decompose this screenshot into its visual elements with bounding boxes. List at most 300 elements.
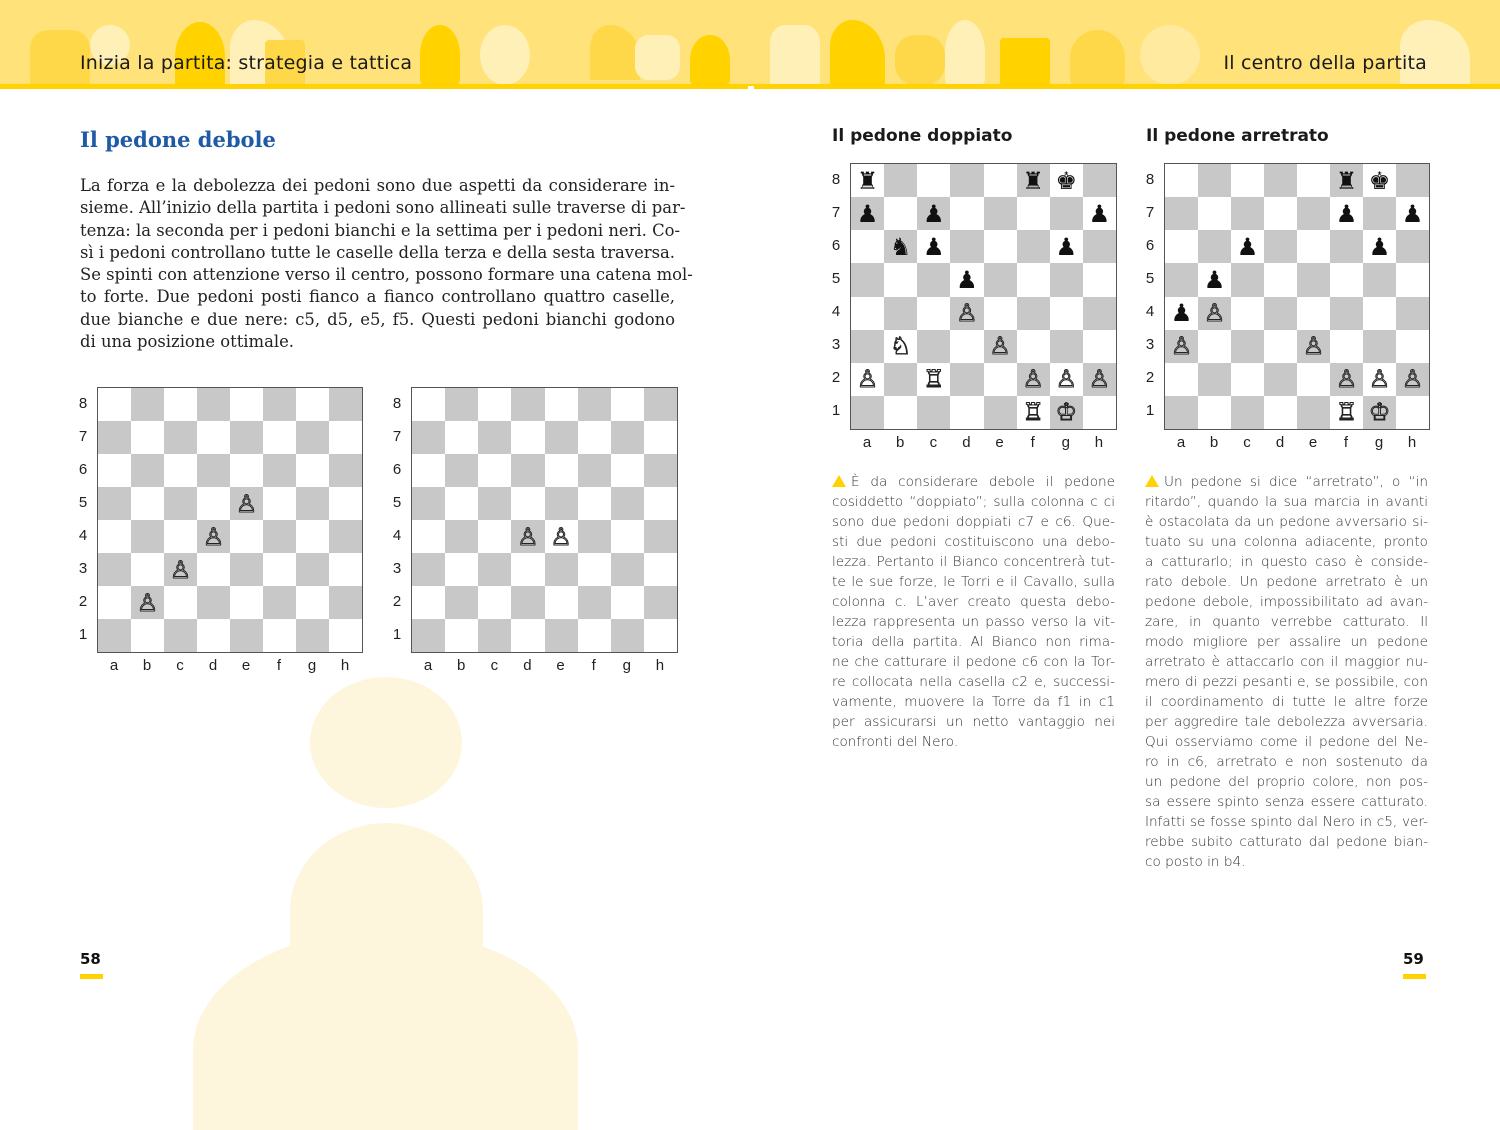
square-e8[interactable] [984,164,1017,197]
white-pawn-icon[interactable]: ♙ [1302,332,1325,361]
white-pawn-icon[interactable]: ♙ [202,522,225,551]
square-g8[interactable] [1363,164,1396,197]
square-g6[interactable] [1050,230,1083,263]
square-f6[interactable] [1330,230,1363,263]
white-pawn-icon[interactable]: ♙ [856,365,879,394]
square-g1[interactable] [1050,396,1083,429]
square-d3[interactable] [197,553,230,586]
square-f3[interactable] [1017,330,1050,363]
square-f8[interactable] [263,388,296,421]
square-f4[interactable] [1330,297,1363,330]
square-b3[interactable] [1198,330,1231,363]
square-f5[interactable] [1330,263,1363,296]
white-rook-icon[interactable]: ♖ [1022,398,1044,427]
square-e5[interactable] [984,263,1017,296]
white-rook-icon[interactable]: ♖ [1335,398,1358,427]
square-d6[interactable] [950,230,983,263]
square-f5[interactable] [578,487,611,520]
square-a4[interactable] [98,520,131,553]
square-g2[interactable] [296,586,329,619]
square-e3[interactable] [230,553,263,586]
square-a1[interactable] [412,619,445,652]
square-c2[interactable] [917,363,950,396]
square-a1[interactable] [1165,396,1198,429]
square-b5[interactable] [445,487,478,520]
square-a6[interactable] [1165,230,1198,263]
square-f5[interactable] [1017,263,1050,296]
black-pawn-icon[interactable]: ♟ [1335,199,1358,228]
square-a8[interactable] [1165,164,1198,197]
square-c3[interactable] [164,553,197,586]
square-c4[interactable] [478,520,511,553]
square-d2[interactable] [950,363,983,396]
square-c7[interactable] [164,421,197,454]
square-c4[interactable] [1231,297,1264,330]
white-pawn-icon[interactable]: ♙ [169,555,192,584]
square-b8[interactable] [1198,164,1231,197]
doubled-pawn-description [832,472,1115,752]
square-e7[interactable] [984,197,1017,230]
square-b4[interactable] [445,520,478,553]
square-d1[interactable] [950,396,983,429]
square-c1[interactable] [164,619,197,652]
square-g7[interactable] [1363,197,1396,230]
square-e2[interactable] [545,586,578,619]
square-e3[interactable] [984,330,1017,363]
square-d8[interactable] [511,388,544,421]
square-h8[interactable] [329,388,362,421]
square-c5[interactable] [1231,263,1264,296]
black-king-icon[interactable]: ♚ [1055,166,1078,195]
square-b5[interactable] [884,263,917,296]
square-c1[interactable] [1231,396,1264,429]
square-f1[interactable] [1017,396,1050,429]
square-b3[interactable] [131,553,164,586]
white-pawn-icon[interactable]: ♙ [235,489,258,518]
square-f7[interactable] [263,421,296,454]
square-d4[interactable] [511,520,544,553]
square-c6[interactable] [1231,230,1264,263]
square-h3[interactable] [1083,330,1116,363]
square-c6[interactable] [478,454,511,487]
square-h5[interactable] [1083,263,1116,296]
square-h6[interactable] [644,454,677,487]
square-d6[interactable] [1264,230,1297,263]
square-e2[interactable] [1297,363,1330,396]
square-d4[interactable] [197,520,230,553]
square-h2[interactable] [1396,363,1429,396]
square-f3[interactable] [578,553,611,586]
white-pawn-icon[interactable]: ♙ [956,299,978,328]
white-king-icon[interactable]: ♔ [1055,398,1078,427]
square-e1[interactable] [984,396,1017,429]
square-b7[interactable] [884,197,917,230]
square-g3[interactable] [1363,330,1396,363]
square-d5[interactable] [197,487,230,520]
square-h6[interactable] [329,454,362,487]
square-g5[interactable] [296,487,329,520]
black-pawn-icon[interactable]: ♟ [1203,265,1226,294]
square-d7[interactable] [197,421,230,454]
square-b2[interactable] [1198,363,1231,396]
square-b6[interactable] [884,230,917,263]
square-b2[interactable] [884,363,917,396]
white-pawn-icon[interactable]: ♙ [1368,365,1391,394]
black-pawn-icon[interactable]: ♟ [1236,232,1259,261]
square-e8[interactable] [545,388,578,421]
white-knight-icon[interactable]: ♘ [889,332,912,361]
square-e5[interactable] [545,487,578,520]
square-a3[interactable] [98,553,131,586]
square-a1[interactable] [98,619,131,652]
square-f3[interactable] [263,553,296,586]
square-d5[interactable] [950,263,983,296]
square-e4[interactable] [1297,297,1330,330]
square-b1[interactable] [131,619,164,652]
square-g1[interactable] [611,619,644,652]
square-h7[interactable] [329,421,362,454]
square-c3[interactable] [917,330,950,363]
square-d4[interactable] [1264,297,1297,330]
black-king-icon[interactable]: ♚ [1368,166,1391,195]
square-d3[interactable] [950,330,983,363]
square-e3[interactable] [545,553,578,586]
square-h3[interactable] [1396,330,1429,363]
black-pawn-icon[interactable]: ♟ [856,199,879,228]
square-h1[interactable] [644,619,677,652]
square-g4[interactable] [1050,297,1083,330]
square-d1[interactable] [197,619,230,652]
square-b6[interactable] [445,454,478,487]
square-g5[interactable] [1363,263,1396,296]
square-e5[interactable] [230,487,263,520]
square-e1[interactable] [545,619,578,652]
square-b4[interactable] [1198,297,1231,330]
square-h2[interactable] [329,586,362,619]
square-h8[interactable] [1396,164,1429,197]
square-b6[interactable] [131,454,164,487]
square-b2[interactable] [445,586,478,619]
square-g3[interactable] [1050,330,1083,363]
square-b3[interactable] [445,553,478,586]
white-pawn-icon[interactable]: ♙ [1055,365,1078,394]
square-f8[interactable] [578,388,611,421]
square-a4[interactable] [1165,297,1198,330]
square-f2[interactable] [263,586,296,619]
square-h3[interactable] [644,553,677,586]
square-c2[interactable] [1231,363,1264,396]
square-g1[interactable] [296,619,329,652]
square-g2[interactable] [1050,363,1083,396]
black-pawn-icon[interactable]: ♟ [1170,299,1193,328]
square-h2[interactable] [1083,363,1116,396]
square-g6[interactable] [611,454,644,487]
square-b1[interactable] [1198,396,1231,429]
white-pawn-icon[interactable]: ♙ [1088,365,1111,394]
square-b8[interactable] [445,388,478,421]
square-d1[interactable] [1264,396,1297,429]
square-g8[interactable] [611,388,644,421]
square-g3[interactable] [611,553,644,586]
square-g7[interactable] [296,421,329,454]
square-f1[interactable] [1330,396,1363,429]
square-a4[interactable] [851,297,884,330]
square-a5[interactable] [851,263,884,296]
square-d3[interactable] [1264,330,1297,363]
square-g6[interactable] [296,454,329,487]
square-d7[interactable] [1264,197,1297,230]
square-f6[interactable] [578,454,611,487]
black-rook-icon[interactable]: ♜ [1022,166,1044,195]
square-f7[interactable] [1330,197,1363,230]
square-b8[interactable] [131,388,164,421]
square-f4[interactable] [1017,297,1050,330]
black-rook-icon[interactable]: ♜ [1335,166,1358,195]
square-g7[interactable] [611,421,644,454]
square-g1[interactable] [1363,396,1396,429]
square-a3[interactable] [412,553,445,586]
square-b5[interactable] [131,487,164,520]
square-g5[interactable] [1050,263,1083,296]
square-c5[interactable] [917,263,950,296]
square-d3[interactable] [511,553,544,586]
square-d1[interactable] [511,619,544,652]
square-e7[interactable] [230,421,263,454]
square-e5[interactable] [1297,263,1330,296]
black-rook-icon[interactable]: ♜ [856,166,879,195]
square-e6[interactable] [545,454,578,487]
square-a6[interactable] [851,230,884,263]
white-pawn-icon[interactable]: ♙ [517,522,539,551]
square-b1[interactable] [445,619,478,652]
square-h3[interactable] [329,553,362,586]
white-pawn-icon[interactable]: ♙ [1170,332,1193,361]
square-h4[interactable] [644,520,677,553]
square-d5[interactable] [511,487,544,520]
square-a8[interactable] [98,388,131,421]
square-a4[interactable] [412,520,445,553]
square-e4[interactable] [545,520,578,553]
square-d8[interactable] [950,164,983,197]
square-g4[interactable] [1363,297,1396,330]
square-e4[interactable] [984,297,1017,330]
white-king-icon[interactable]: ♔ [1368,398,1391,427]
square-h5[interactable] [329,487,362,520]
square-g3[interactable] [296,553,329,586]
square-h6[interactable] [1083,230,1116,263]
square-g4[interactable] [611,520,644,553]
white-pawn-icon[interactable]: ♙ [136,588,159,617]
white-pawn-icon[interactable]: ♙ [989,332,1011,361]
square-f1[interactable] [263,619,296,652]
square-h5[interactable] [644,487,677,520]
black-pawn-icon[interactable]: ♟ [1401,199,1424,228]
square-c3[interactable] [1231,330,1264,363]
square-c1[interactable] [478,619,511,652]
square-d8[interactable] [1264,164,1297,197]
square-f4[interactable] [263,520,296,553]
white-pawn-icon[interactable]: ♙ [1335,365,1358,394]
square-h7[interactable] [644,421,677,454]
square-c4[interactable] [164,520,197,553]
square-h8[interactable] [1083,164,1116,197]
black-pawn-icon[interactable]: ♟ [1088,199,1111,228]
square-g5[interactable] [611,487,644,520]
black-pawn-icon[interactable]: ♟ [923,232,945,261]
square-c8[interactable] [478,388,511,421]
square-e2[interactable] [984,363,1017,396]
square-b2[interactable] [131,586,164,619]
square-d7[interactable] [511,421,544,454]
square-b3[interactable] [884,330,917,363]
square-e1[interactable] [1297,396,1330,429]
square-a1[interactable] [851,396,884,429]
square-a5[interactable] [1165,263,1198,296]
square-a7[interactable] [1165,197,1198,230]
square-a8[interactable] [412,388,445,421]
square-e8[interactable] [1297,164,1330,197]
square-f2[interactable] [578,586,611,619]
square-b8[interactable] [884,164,917,197]
square-h6[interactable] [1396,230,1429,263]
square-a6[interactable] [98,454,131,487]
square-g4[interactable] [296,520,329,553]
square-d4[interactable] [950,297,983,330]
square-e6[interactable] [984,230,1017,263]
square-e7[interactable] [545,421,578,454]
square-c1[interactable] [917,396,950,429]
square-f2[interactable] [1330,363,1363,396]
square-f1[interactable] [578,619,611,652]
square-g8[interactable] [296,388,329,421]
square-f3[interactable] [1330,330,1363,363]
square-a2[interactable] [1165,363,1198,396]
square-f8[interactable] [1330,164,1363,197]
square-b4[interactable] [131,520,164,553]
square-c7[interactable] [1231,197,1264,230]
square-f7[interactable] [578,421,611,454]
square-b7[interactable] [445,421,478,454]
square-d2[interactable] [511,586,544,619]
square-a3[interactable] [1165,330,1198,363]
square-e4[interactable] [230,520,263,553]
square-d2[interactable] [197,586,230,619]
square-h1[interactable] [329,619,362,652]
square-c6[interactable] [917,230,950,263]
square-c5[interactable] [164,487,197,520]
square-e6[interactable] [230,454,263,487]
square-h1[interactable] [1083,396,1116,429]
square-h4[interactable] [329,520,362,553]
square-a6[interactable] [412,454,445,487]
white-pawn-icon[interactable]: ♙ [1203,299,1226,328]
square-d2[interactable] [1264,363,1297,396]
square-c8[interactable] [164,388,197,421]
square-d6[interactable] [511,454,544,487]
square-b7[interactable] [131,421,164,454]
square-c2[interactable] [164,586,197,619]
square-h4[interactable] [1083,297,1116,330]
square-a5[interactable] [412,487,445,520]
white-pawn-icon[interactable]: ♙ [550,522,572,551]
square-a2[interactable] [851,363,884,396]
square-a7[interactable] [851,197,884,230]
black-pawn-icon[interactable]: ♟ [956,265,978,294]
square-g7[interactable] [1050,197,1083,230]
square-h1[interactable] [1396,396,1429,429]
square-f4[interactable] [578,520,611,553]
square-g2[interactable] [611,586,644,619]
square-c5[interactable] [478,487,511,520]
square-e1[interactable] [230,619,263,652]
square-g2[interactable] [1363,363,1396,396]
white-pawn-icon[interactable]: ♙ [1401,365,1424,394]
square-b1[interactable] [884,396,917,429]
square-h7[interactable] [1396,197,1429,230]
square-c2[interactable] [478,586,511,619]
square-d6[interactable] [197,454,230,487]
square-a5[interactable] [98,487,131,520]
square-a2[interactable] [412,586,445,619]
square-f6[interactable] [1017,230,1050,263]
square-h2[interactable] [644,586,677,619]
black-pawn-icon[interactable]: ♟ [1368,232,1391,261]
square-c3[interactable] [478,553,511,586]
square-b6[interactable] [1198,230,1231,263]
square-d7[interactable] [950,197,983,230]
black-pawn-icon[interactable]: ♟ [1055,232,1078,261]
square-h4[interactable] [1396,297,1429,330]
square-e2[interactable] [230,586,263,619]
square-f8[interactable] [1017,164,1050,197]
square-g6[interactable] [1363,230,1396,263]
square-a2[interactable] [98,586,131,619]
white-pawn-icon[interactable]: ♙ [1022,365,1044,394]
square-c8[interactable] [1231,164,1264,197]
square-c4[interactable] [917,297,950,330]
square-c7[interactable] [917,197,950,230]
square-a8[interactable] [851,164,884,197]
square-d5[interactable] [1264,263,1297,296]
square-b7[interactable] [1198,197,1231,230]
square-e7[interactable] [1297,197,1330,230]
square-f7[interactable] [1017,197,1050,230]
square-e6[interactable] [1297,230,1330,263]
square-c7[interactable] [478,421,511,454]
square-h8[interactable] [644,388,677,421]
square-e3[interactable] [1297,330,1330,363]
square-a7[interactable] [412,421,445,454]
square-b4[interactable] [884,297,917,330]
text-line: sieme. All’inizio della partita i pedoni sono allineati sulle traverse di par- [80,198,686,218]
black-knight-icon[interactable]: ♞ [889,232,912,261]
square-d8[interactable] [197,388,230,421]
white-rook-icon[interactable]: ♖ [923,365,945,394]
square-b5[interactable] [1198,263,1231,296]
square-g8[interactable] [1050,164,1083,197]
square-f6[interactable] [263,454,296,487]
square-h7[interactable] [1083,197,1116,230]
black-pawn-icon[interactable]: ♟ [923,199,945,228]
square-c6[interactable] [164,454,197,487]
square-a7[interactable] [98,421,131,454]
square-a3[interactable] [851,330,884,363]
square-f5[interactable] [263,487,296,520]
square-h5[interactable] [1396,263,1429,296]
square-f2[interactable] [1017,363,1050,396]
square-e8[interactable] [230,388,263,421]
square-c8[interactable] [917,164,950,197]
